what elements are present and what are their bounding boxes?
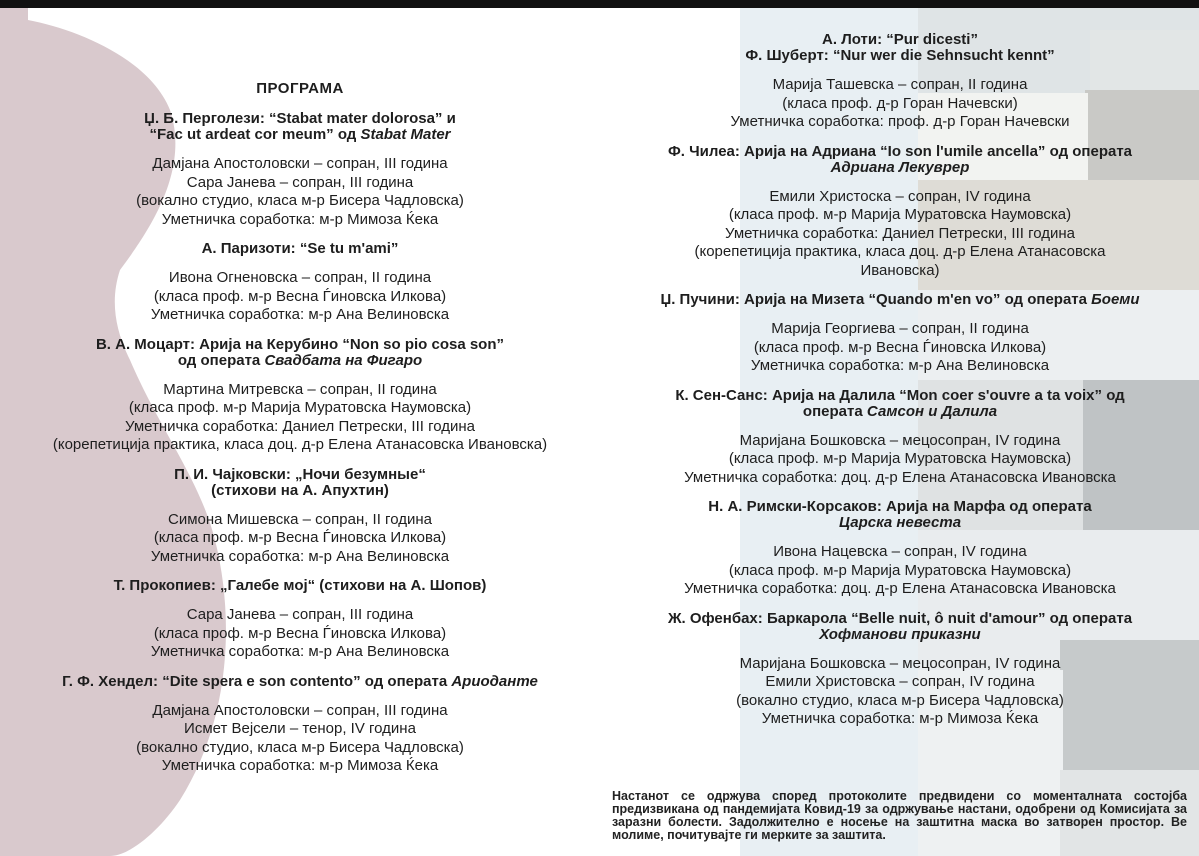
piece-title-text: Ф. Шуберт: “Nur wer die Sehnsucht kennt” bbox=[745, 47, 1055, 64]
covid-notice: Настанот се одржува според протоколите предвидени со моменталната состојба предизвикана од пандемијата Ковид-19 за одржување настани, одобрени од Комисијата за заразни болести. Задолжително е носење на заштитна маска во затворен простор. Ве молиме, почитувајте ги мерките за заштита. bbox=[612, 789, 1187, 842]
piece-title bbox=[620, 292, 1180, 308]
piece-title-text: П. И. Чајковски: „Ночи безумные“ bbox=[174, 465, 426, 483]
program-piece bbox=[620, 292, 1180, 376]
performer-line: (класа проф. м-р Весна Ѓиновска Илкова) bbox=[153, 624, 447, 642]
piece-work-title: Боеми bbox=[1091, 291, 1140, 308]
piece-title bbox=[620, 499, 1180, 531]
program-piece bbox=[0, 111, 600, 229]
performer-line: (вокално студио, класа м-р Бисера Чадловска) bbox=[136, 192, 464, 209]
piece-title bbox=[620, 32, 1180, 64]
performer-line: (класа проф. м-р Весна Ѓиновска Илкова) bbox=[153, 287, 447, 305]
performer-line: Мартина Митревска – сопран, II година bbox=[163, 380, 437, 398]
performer-line: (класа проф. м-р Марија Муратовска Наумовска) bbox=[728, 450, 1072, 467]
performer-line: (корепетиција практика, класа доц. д-р Елена Атанасовска bbox=[694, 243, 1106, 260]
piece-work-title: Царска невеста bbox=[838, 514, 962, 531]
performer-line: Уметничка соработка: м-р Мимоза Ќека bbox=[761, 710, 1039, 727]
performer-line: Уметничка соработка: доц. д-р Елена Атанасовска Ивановска bbox=[684, 580, 1116, 597]
performer-line: Марија Георгиева – сопран, II година bbox=[771, 320, 1029, 337]
piece-work-title: Самсон и Далила bbox=[866, 402, 998, 420]
program-piece bbox=[620, 32, 1180, 132]
piece-title-text: од операта bbox=[177, 351, 265, 369]
performer-line: (класа проф. м-р Марија Муратовска Наумовска) bbox=[728, 206, 1072, 223]
performer-line: Уметничка соработка: м-р Ана Велиновска bbox=[750, 357, 1050, 374]
performer-line: (вокално студио, класа м-р Бисера Чадловска) bbox=[736, 691, 1064, 709]
performer-line: Сара Јанева – сопран, III година bbox=[186, 173, 414, 191]
performer-line: Исмет Вејсели – тенор, IV година bbox=[184, 720, 416, 737]
program-piece bbox=[0, 578, 600, 662]
performer-line: Ивона Огненовска – сопран, II година bbox=[168, 269, 432, 286]
performer-line: (корепетиција практика, класа доц. д-р Елена Атанасовска Ивановска) bbox=[52, 436, 548, 453]
performer-line: Уметничка соработка: м-р Мимоза Ќека bbox=[161, 757, 439, 774]
piece-work-title: Адриана Лекуврер bbox=[830, 158, 970, 176]
program-piece bbox=[0, 241, 600, 325]
right-piece-list bbox=[620, 32, 1180, 729]
program-right-column bbox=[620, 32, 1180, 741]
piece-title bbox=[620, 611, 1180, 643]
piece-title-text: А. Паризоти: “Se tu m'ami” bbox=[201, 240, 399, 257]
piece-title bbox=[0, 337, 600, 369]
performer-line: (вокално студио, класа м-р Бисера Чадловска) bbox=[136, 738, 464, 756]
performer-line: (класа проф. м-р Марија Муратовска Наумовска) bbox=[128, 399, 472, 416]
piece-work-title: Хофманови приказни bbox=[819, 625, 981, 643]
piece-title bbox=[620, 144, 1180, 176]
piece-title-text: Н. А. Римски-Корсаков: Арија на Марфа од операта bbox=[708, 498, 1092, 515]
performer-line: Сара Јанева – сопран, III година bbox=[186, 606, 414, 623]
piece-title-text: “Fac ut ardeat cor meum” од bbox=[149, 126, 361, 143]
performer-line: Симона Мишевска – сопран, II година bbox=[168, 510, 432, 528]
program-left-column bbox=[0, 80, 600, 788]
piece-title-text: Т. Прокопиев: „Галебе мој“ (стихови на А. Шопов) bbox=[113, 577, 487, 594]
performer-line: Дамјана Апостоловски – сопран, III година bbox=[152, 155, 448, 172]
performer-line: Уметничка соработка: Даниел Петрески, III година bbox=[125, 417, 475, 435]
program-piece bbox=[620, 611, 1180, 729]
performer-line: Уметничка соработка: Даниел Петрески, III година bbox=[725, 224, 1075, 242]
top-border bbox=[0, 0, 1199, 8]
piece-title-text: (стихови на А. Апухтин) bbox=[211, 481, 389, 499]
performer-line: Емили Христоска – сопран, IV година bbox=[769, 187, 1031, 205]
piece-work-title: Stabat Mater bbox=[360, 126, 451, 143]
performer-line: Марија Ташевска – сопран, II година bbox=[772, 76, 1028, 93]
program-piece bbox=[620, 388, 1180, 488]
piece-work-title: Ариоданте bbox=[451, 672, 538, 690]
performer-line: Уметничка соработка: проф. д-р Горан Начевски bbox=[730, 113, 1070, 130]
left-piece-list bbox=[0, 111, 600, 776]
piece-work-title: Свадбата на Фигаро bbox=[264, 351, 423, 369]
piece-title bbox=[0, 578, 600, 594]
program-piece bbox=[0, 674, 600, 776]
performer-line: Уметничка соработка: м-р Ана Велиновска bbox=[150, 306, 450, 323]
piece-title-text: операта bbox=[802, 402, 867, 420]
performer-line: Уметничка соработка: м-р Ана Велиновска bbox=[150, 547, 450, 565]
program-piece bbox=[620, 144, 1180, 281]
piece-title bbox=[0, 674, 600, 690]
performer-line: (класа проф. д-р Горан Начевски) bbox=[782, 94, 1018, 112]
performer-line: (класа проф. м-р Весна Ѓиновска Илкова) bbox=[753, 338, 1047, 356]
piece-title-text: Ж. Офенбах: Баркарола “Belle nuit, ô nuit d'amour” од операта bbox=[667, 609, 1133, 627]
piece-title bbox=[0, 241, 600, 257]
piece-title-text: А. Лоти: “Pur dicesti” bbox=[822, 31, 978, 48]
piece-title-text: Џ. Б. Перголези: “Stabat mater dolorosa” и bbox=[144, 110, 456, 127]
performer-line: Маријана Бошковска – мецосопран, IV година bbox=[739, 431, 1061, 449]
performer-line: Ивановска) bbox=[860, 261, 940, 279]
piece-title-text: К. Сен-Санс: Арија на Далила “Mon coer s'ouvre a ta voix” од bbox=[675, 386, 1125, 404]
piece-title bbox=[0, 111, 600, 143]
program-piece bbox=[0, 337, 600, 455]
piece-title bbox=[0, 467, 600, 499]
performer-line: (класа проф. м-р Марија Муратовска Наумовска) bbox=[728, 561, 1072, 579]
piece-title-text: Џ. Пучини: Арија на Мизета “Quando m'en vo” од операта bbox=[660, 291, 1092, 308]
program-piece bbox=[0, 467, 600, 567]
performer-line: (класа проф. м-р Весна Ѓиновска Илкова) bbox=[153, 529, 447, 546]
performer-line: Уметничка соработка: м-р Мимоза Ќека bbox=[161, 210, 439, 228]
piece-title-text: Ф. Чилеа: Арија на Адриана “Io son l'umile ancella” од операта bbox=[667, 142, 1133, 160]
program-piece bbox=[620, 499, 1180, 599]
piece-title-text: В. А. Моцарт: Арија на Керубино “Non so pio cosa son” bbox=[95, 335, 505, 353]
program-heading: ПРОГРАМА bbox=[256, 80, 344, 97]
performer-line: Уметничка соработка: м-р Ана Велиновска bbox=[150, 643, 450, 660]
piece-title-text: Г. Ф. Хендел: “Dite spera e son contento” од операта bbox=[62, 672, 452, 690]
performer-line: Емили Христовска – сопран, IV година bbox=[765, 673, 1035, 690]
piece-title bbox=[620, 388, 1180, 420]
performer-line: Маријана Бошковска – мецосопран, IV година bbox=[739, 654, 1061, 672]
performer-line: Ивона Нацевска – сопран, IV година bbox=[773, 543, 1027, 560]
performer-line: Уметничка соработка: доц. д-р Елена Атанасовска Ивановска bbox=[684, 468, 1116, 486]
performer-line: Дамјана Апостоловски – сопран, III година bbox=[152, 701, 448, 719]
